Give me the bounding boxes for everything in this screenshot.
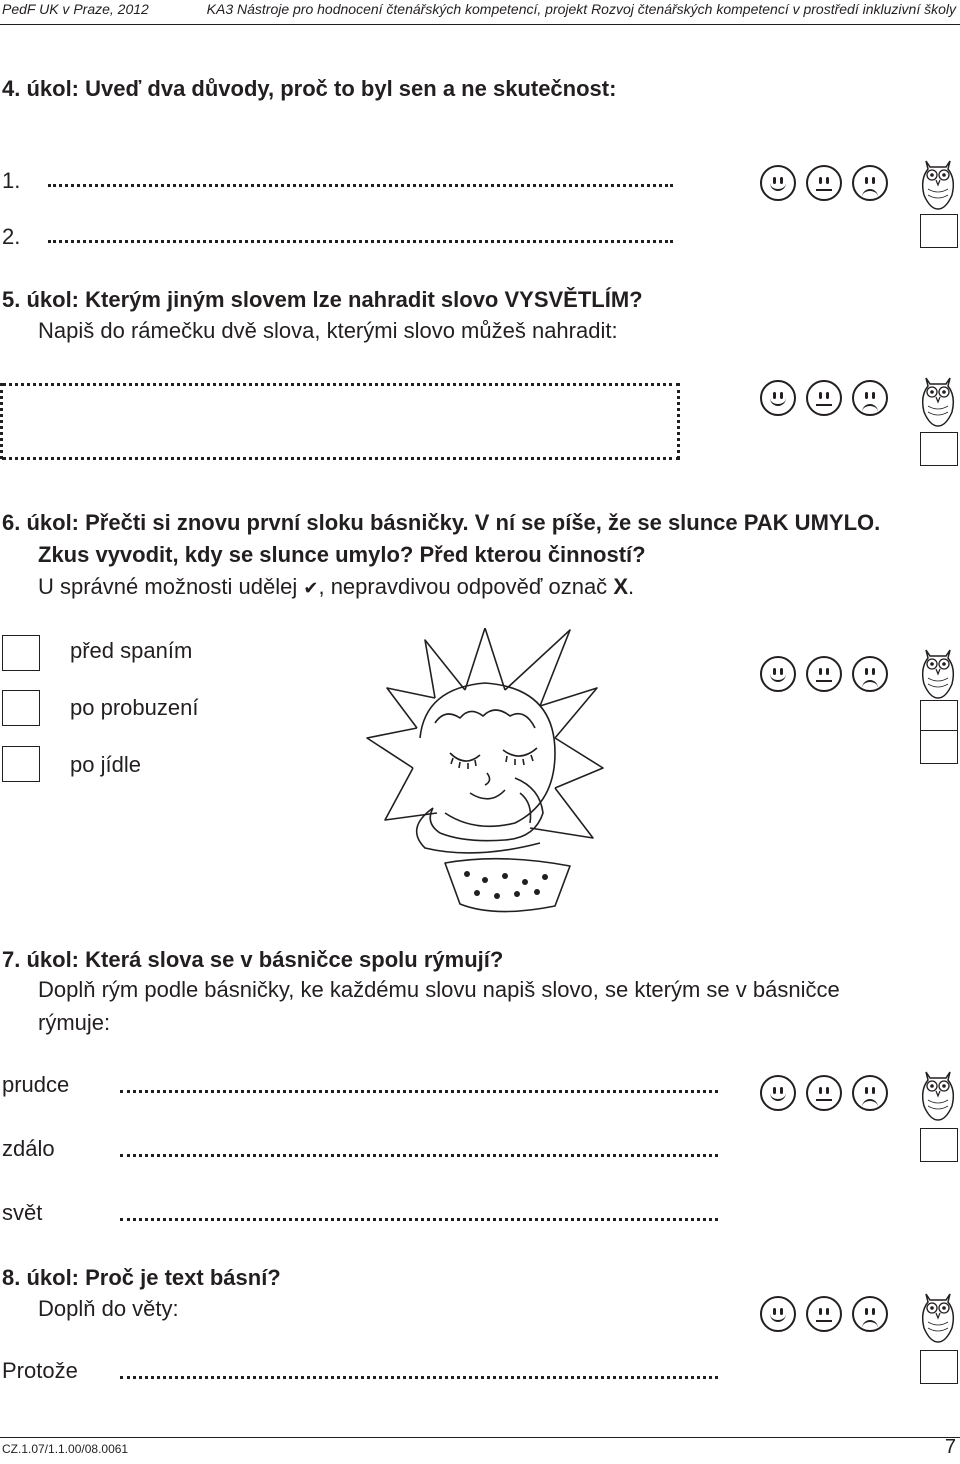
task8-title: 8. úkol: Proč je text básní? [2,1265,281,1290]
neutral-face-icon[interactable] [806,656,842,692]
task8-prompt: Protože [2,1358,78,1383]
rhyme-word: zdálo [2,1136,55,1161]
sad-face-icon[interactable] [852,656,888,692]
neutral-face-icon[interactable] [806,1296,842,1332]
page-header [0,0,960,24]
rhyme-answer-field[interactable] [120,1218,718,1221]
self-rating-faces-7 [760,1075,888,1111]
neutral-face-icon[interactable] [806,380,842,416]
neutral-face-icon[interactable] [806,1075,842,1111]
task6-question: Zkus vyvodit, kdy se slunce umylo? Před kterou činností? [38,542,646,567]
self-rating-faces-5 [760,380,888,416]
rhyme-answer-field[interactable] [120,1090,718,1093]
task7-instruction-line2: rýmuje: [38,1010,111,1035]
checkmark-icon: ✔ [303,578,319,598]
option-label: po probuzení [70,695,199,720]
owl-checkbox[interactable] [920,214,958,248]
happy-face-icon[interactable] [760,656,796,692]
option-checkbox[interactable] [2,690,40,726]
happy-face-icon[interactable] [760,165,796,201]
owl-checkbox[interactable] [920,432,958,466]
page-number: 7 [944,1436,956,1458]
header-rule [0,24,960,25]
owl-checkbox[interactable] [920,1350,958,1384]
option-label: po jídle [70,752,141,777]
task4-line1-label: 1. [2,168,21,193]
sad-face-icon[interactable] [852,165,888,201]
owl-checkbox[interactable] [920,1128,958,1162]
owl-checkbox[interactable] [920,700,958,734]
happy-face-icon[interactable] [760,1296,796,1332]
task6-instruction: U správné možnosti udělej ✔, nepravdivou odpověď označ X. [38,574,635,599]
task5-title: 5. úkol: Kterým jiným slovem lze nahradit slovo VYSVĚTLÍM? [2,287,643,312]
neutral-face-icon[interactable] [806,165,842,201]
owl-icon [916,155,960,213]
happy-face-icon[interactable] [760,1075,796,1111]
option-checkbox[interactable] [2,635,40,671]
header-right: KA3 Nástroje pro hodnocení čtenářských kompetencí, projekt Rozvoj čtenářských kompetencí v prostředí inkluzivní školy [206,1,956,17]
owl-icon [916,372,960,430]
header-left: PedF UK v Praze, 2012 [2,1,149,17]
option-checkbox[interactable] [2,746,40,782]
rhyme-word: prudce [2,1072,70,1097]
footer-rule [0,1437,960,1438]
sad-face-icon[interactable] [852,1075,888,1111]
task8-instruction: Doplň do věty: [38,1296,179,1321]
task4-line1-field[interactable] [48,184,673,187]
owl-icon [916,1066,960,1124]
self-rating-faces-8 [760,1296,888,1332]
task8-answer-field[interactable] [120,1376,718,1379]
footer-code: CZ.1.07/1.1.00/08.0061 [2,1442,129,1456]
owl-icon [916,1288,960,1346]
task5-instruction: Napiš do rámečku dvě slova, kterými slovo můžeš nahradit: [38,318,618,343]
owl-checkbox[interactable] [920,730,958,764]
task4-title: 4. úkol: Uveď dva důvody, proč to byl sen a ne skutečnost: [2,76,617,101]
sun-washing-face-illustration [365,628,615,913]
task7-title: 7. úkol: Která slova se v básničce spolu rýmují? [2,947,504,972]
rhyme-word: svět [2,1200,43,1225]
task6-title: 6. úkol: Přečti si znovu první sloku básničky. V ní se píše, že se slunce PAK UMYLO. [2,510,881,535]
sad-face-icon[interactable] [852,380,888,416]
task4-line2-field[interactable] [48,240,673,243]
option-label: před spaním [70,638,193,663]
self-rating-faces-6 [760,656,888,692]
rhyme-answer-field[interactable] [120,1154,718,1157]
task4-line2-label: 2. [2,224,21,249]
self-rating-faces-4 [760,165,888,201]
task7-instruction-line1: Doplň rým podle básničky, ke každému slovu napiš slovo, se kterým se v básničce [38,977,840,1002]
sad-face-icon[interactable] [852,1296,888,1332]
owl-icon [916,644,960,702]
happy-face-icon[interactable] [760,380,796,416]
